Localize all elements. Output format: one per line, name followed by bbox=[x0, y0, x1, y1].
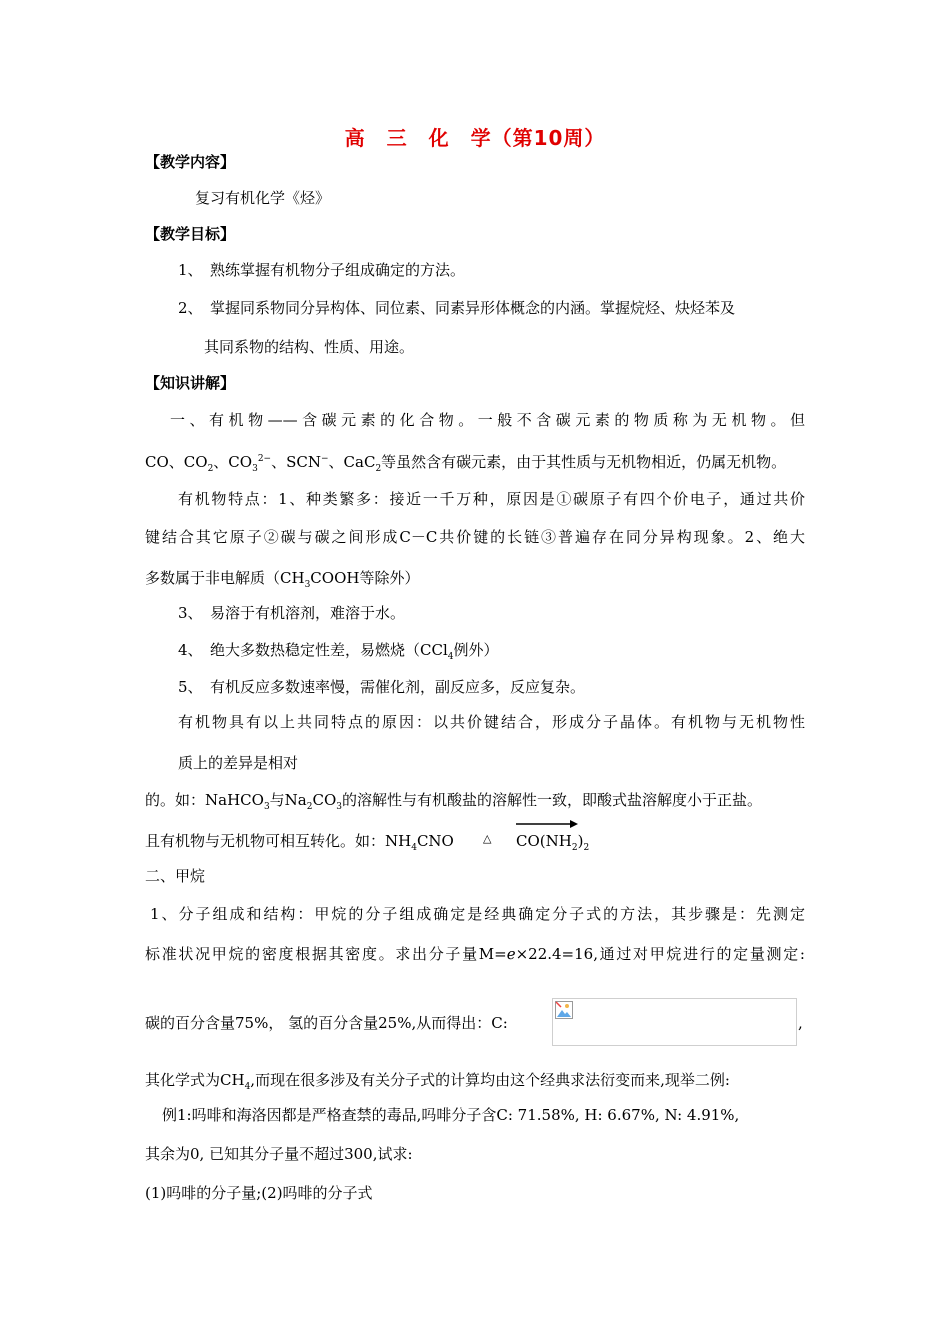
reaction-arrow-icon bbox=[516, 818, 578, 830]
methane-content: 碳的百分含量75%， 氢的百分含量25%,从而得出：C: bbox=[145, 1014, 508, 1032]
features-para-end: 多数属于非电解质（$CH_3COOH$等除外） bbox=[145, 569, 420, 590]
reason-para: 有机物具有以上共同特点的原因：以共价键结合，形成分子晶体。有机物与无机物性 bbox=[178, 713, 805, 731]
broken-image-icon bbox=[555, 1001, 573, 1019]
features-para-cont: 键结合其它原子②碳与碳之间形成C－C共价键的长链③普遍存在同分异构现象。2、绝大 bbox=[145, 528, 805, 546]
solubility-example: 的。如：NaHCO$_3$与$Na_2CO_3$的溶解性与有机酸盐的溶解性一致，即酸式盐溶解度小于正盐。 bbox=[145, 791, 763, 812]
content-text: 复习有机化学《烃》 bbox=[195, 189, 331, 207]
objective-item-1: 1、 熟练掌握有机物分子组成确定的方法。 bbox=[178, 261, 466, 279]
section-heading-content: 【教学内容】 bbox=[145, 153, 236, 171]
example-1: 例1:吗啡和海洛因都是严格查禁的毒品,吗啡分子含C: 71.58%, H: 6.67%, N: 4.91%, bbox=[162, 1106, 740, 1124]
conversion-example: 且有机物与无机物可相互转化。如：$NH_4CNO$ bbox=[145, 832, 454, 853]
feature-item-5: 5、 有机反应多数速率慢，需催化剂，副反应多，反应复杂。 bbox=[178, 678, 586, 696]
knowledge-para-1-cont: CO、$CO_2$、$CO_3^{2-}$、SCN−、CaC$_2$等虽然含有碳元素，由于其性质与无机物相近，仍属无机物。 bbox=[145, 453, 787, 474]
section-heading-objectives: 【教学目标】 bbox=[145, 225, 236, 243]
section-heading-knowledge: 【知识讲解】 bbox=[145, 374, 236, 392]
feature-item-3: 3、 易溶于有机溶剂，难溶于水。 bbox=[178, 604, 406, 622]
formula-intro: 其化学式为$CH_4$,而现在很多涉及有关分子式的计算均由这个经典求法衍变而来,现举二例: bbox=[145, 1071, 730, 1092]
example-1-cont: 其余为0, 已知其分子量不超过300,试求: bbox=[145, 1145, 413, 1163]
section-heading-methane: 二、甲烷 bbox=[145, 867, 206, 885]
conversion-product: $CO(NH_2)_2$ bbox=[516, 832, 590, 853]
heat-symbol: △ bbox=[483, 832, 492, 845]
methane-para-cont: 标准状况甲烷的密度根据其密度。求出分子量M=ℯ×22.4=16,通过对甲烷进行的定量测定: bbox=[145, 945, 805, 963]
methane-para: 1、分子组成和结构：甲烷的分子组成确定是经典确定分子式的方法，其步骤是：先测定 bbox=[150, 905, 805, 923]
feature-item-4: 4、 绝大多数热稳定性差，易燃烧（CCl$_4$例外） bbox=[178, 641, 499, 662]
knowledge-para-1: 一、有机物——含碳元素的化合物。一般不含碳元素的物质称为无机物。但 bbox=[170, 411, 805, 429]
example-1-questions: (1)吗啡的分子量;(2)吗啡的分子式 bbox=[145, 1184, 373, 1202]
objective-item-2-cont: 其同系物的结构、性质、用途。 bbox=[204, 338, 415, 356]
formula-image bbox=[552, 998, 797, 1046]
page-title: 高 三 化 学（第10周） bbox=[344, 126, 606, 150]
objective-item-2: 2、 掌握同系物同分异构体、同位素、同素异形体概念的内涵。掌握烷烃、炔烃苯及 bbox=[178, 299, 736, 317]
features-para: 有机物特点：1、种类繁多：接近一千万种，原因是①碳原子有四个价电子，通过共价 bbox=[178, 490, 805, 508]
comma: , bbox=[798, 1014, 803, 1032]
reason-para-cont: 质上的差异是相对 bbox=[178, 754, 299, 772]
